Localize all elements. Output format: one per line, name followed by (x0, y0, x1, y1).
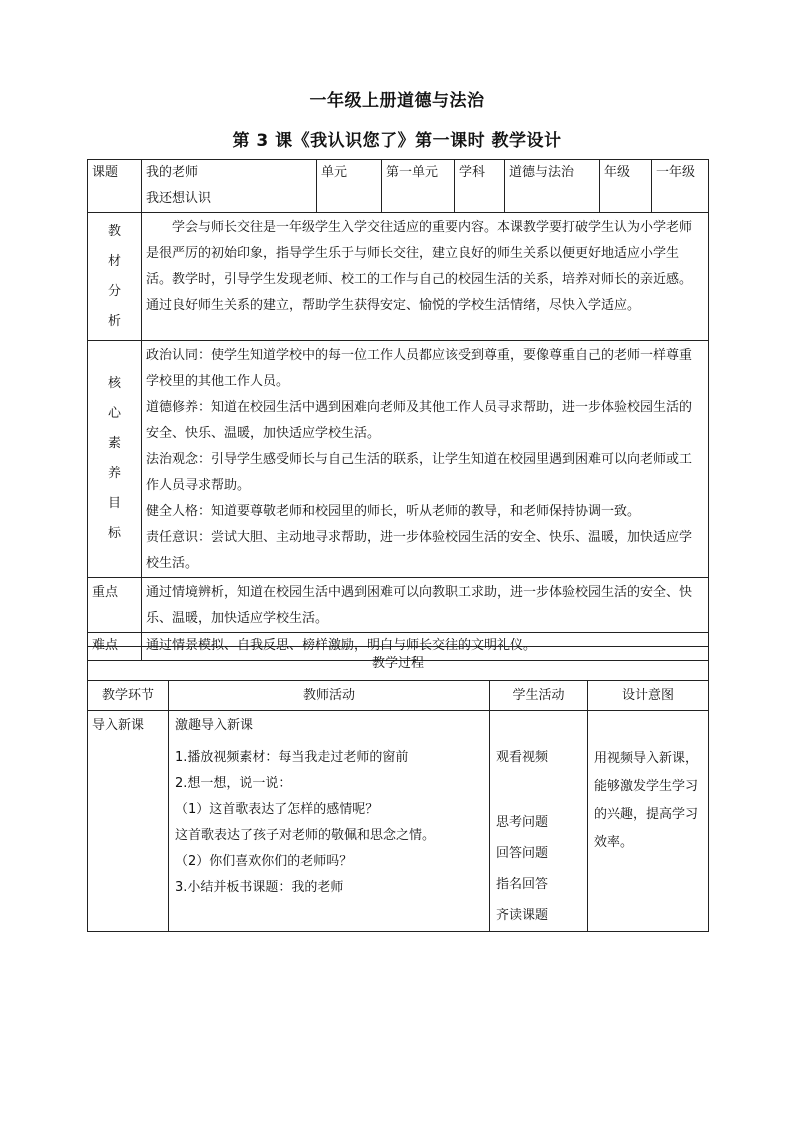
student-step: 思考问题 (496, 815, 549, 830)
analysis-label-line: 教 材 (107, 223, 129, 269)
process-header: 设计意图 (588, 681, 709, 711)
student-step: 齐读课题 (496, 908, 549, 923)
goal-item: 健全人格：知道要尊敬老师和校园里的师长，听从老师的教导，和老师保持协调一致。 (146, 504, 641, 519)
topic-value-line: 我的老师 (146, 165, 199, 180)
design-intent (588, 711, 709, 932)
unit-value: 第一单元 (382, 160, 455, 213)
design-intent-text: 用视频导入新课，能够激发学生学习的兴趣，提高学习效率。 (594, 751, 699, 850)
goals-label-line: 核 心 (107, 376, 129, 421)
stage-cell: 导入新课 (88, 711, 169, 932)
lesson-info-table (87, 159, 709, 661)
teacher-step: 3.小结并板书课题：我的老师 (175, 880, 344, 895)
grade-value: 一年级 (652, 160, 709, 213)
teacher-step: 激趣导入新课 (175, 718, 254, 733)
goals-label-line: 目 标 (107, 496, 129, 541)
goals-text (142, 341, 709, 578)
student-activity (490, 711, 588, 932)
subject-label: 学科 (455, 160, 505, 213)
process-title: 教学过程 (88, 647, 709, 681)
goal-item: 道德修养：知道在校园生活中遇到困难向老师及其他工作人员寻求帮助，进一步体验校园生活的安全、快乐、温暖，加快适应学校生活。 (146, 400, 693, 441)
analysis-label-line: 分 析 (107, 283, 129, 329)
process-header: 学生活动 (490, 681, 588, 711)
goals-label (88, 341, 142, 578)
topic-value-line: 我还想认识 (146, 191, 212, 206)
difficulty-text: 通过情景模拟、自我反思、榜样激励，明白与师长交往的文明礼仪。 (142, 633, 709, 661)
student-step: 观看视频 (496, 750, 549, 765)
student-step: 指名回答 (496, 877, 549, 892)
teacher-step: 这首歌表达了孩子对老师的敬佩和思念之情。 (175, 828, 436, 843)
teacher-step: （1）这首歌表达了怎样的感情呢？ (175, 802, 379, 817)
topic-value (142, 160, 317, 213)
unit-label: 单元 (317, 160, 382, 213)
teacher-activity (169, 711, 490, 932)
subject-value: 道德与法治 (505, 160, 600, 213)
document-title: 一年级上册道德与法治 (309, 91, 485, 111)
teacher-step: 2.想一想，说一说： (175, 776, 292, 791)
difficulty-label: 难点 (88, 633, 142, 661)
analysis-label (88, 213, 142, 341)
process-header: 教师活动 (169, 681, 490, 711)
teaching-process-table (87, 646, 709, 932)
process-header: 教学环节 (88, 681, 169, 711)
goal-item: 法治观念：引导学生感受师长与自己生活的联系，让学生知道在校园里遇到困难可以向老师或工作人员寻求帮助。 (146, 452, 693, 493)
key-point-label: 重点 (88, 578, 142, 633)
goals-label-line: 素 养 (107, 436, 129, 481)
goal-item: 政治认同：使学生知道学校中的每一位工作人员都应该受到尊重，要像尊重自己的老师一样尊重学校里的其他工作人员。 (146, 348, 693, 389)
key-point-text: 通过情境辨析，知道在校园生活中遇到困难可以向教职工求助，进一步体验校园生活的安全、快乐、温暖，加快适应学校生活。 (142, 578, 709, 633)
grade-label: 年级 (600, 160, 652, 213)
analysis-text: 学会与师长交往是一年级学生入学交往适应的重要内容。本课教学要打破学生认为小学老师是很严厉的初始印象，指导学生乐于与师长交往，建立良好的师生关系以便更好地适应小学生活。教学时，引导学生发现老师、校工的工作与自己的校园生活的关系，培养对师长的亲近感。通过良好师生关系的建立，帮助学生获得安定、愉悦的学校生活情绪，尽快入学适应。 (142, 213, 709, 341)
goal-item: 责任意识：尝试大胆、主动地寻求帮助，进一步体验校园生活的安全、快乐、温暖，加快适应学校生活。 (146, 530, 693, 571)
teacher-step: 1.播放视频素材：每当我走过老师的窗前 (175, 750, 409, 765)
teacher-step: （2）你们喜欢你们的老师吗？ (175, 854, 353, 869)
topic-label: 课题 (88, 160, 142, 213)
student-step: 回答问题 (496, 846, 549, 861)
document-subtitle: 第 3 课《我认识您了》第一课时 教学设计 (232, 131, 562, 151)
